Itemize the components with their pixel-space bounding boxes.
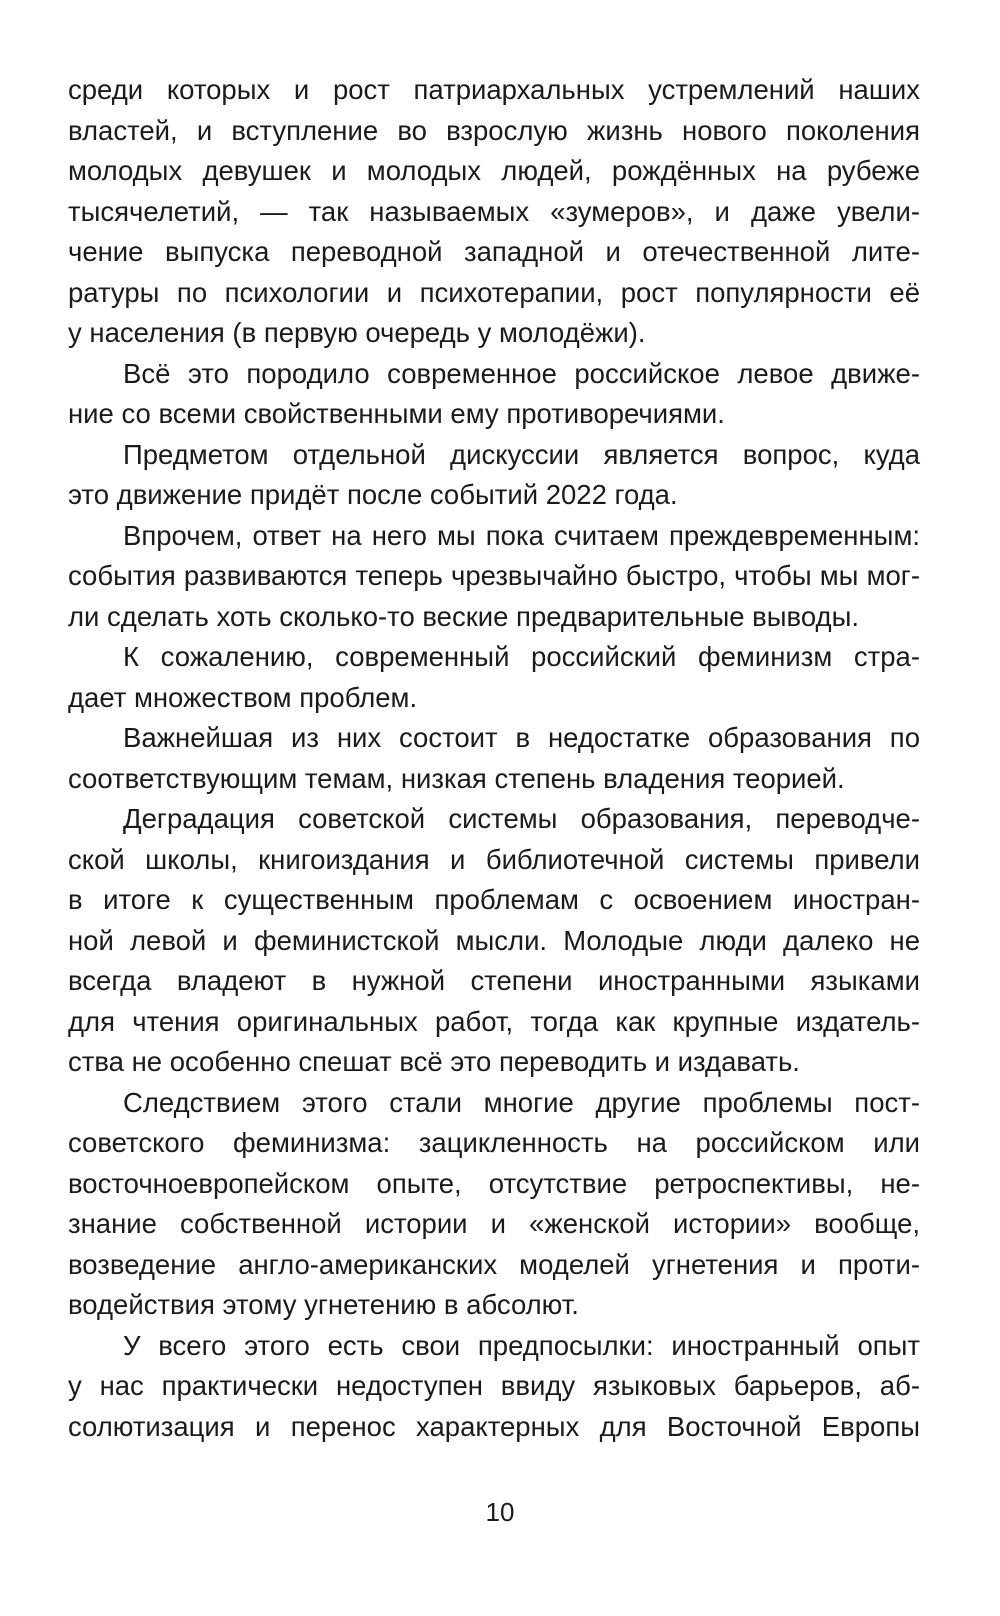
text-line: среди которых и рост патриархальных устремлений наших [68, 74, 920, 105]
text-line: чение выпуска переводной западной и отечественной лите- [68, 236, 920, 267]
text-line: К сожалению, современный российский феминизм стра- [123, 641, 920, 672]
text-line: У всего этого есть свои предпосылки: иностранный опыт [123, 1329, 920, 1361]
text-line: ли сделать хоть сколько-то веские предварительные выводы. [68, 600, 859, 632]
text-line: Предметом отдельной дискуссии является вопрос, куда [123, 438, 920, 470]
page-number: 10 [485, 1497, 515, 1527]
text-line: это движение придёт после событий 2022 года. [68, 479, 678, 510]
text-line: Важнейшая из них состоит в недостатке образования по [123, 722, 920, 753]
text-line: возведение англо-американских моделей угнетения и проти- [68, 1248, 920, 1280]
text-line: ной левой и феминистской мысли. Молодые люди далеко не [68, 924, 920, 956]
text-line: Впрочем, ответ на него мы пока считаем преждевременным: [123, 519, 920, 551]
text-line: для чтения оригинальных работ, тогда как крупные издатель- [68, 1005, 920, 1037]
text-line: события развиваются теперь чрезвычайно быстро, чтобы мы мог- [68, 560, 920, 591]
text-line: у нас практически недоступен ввиду языковых барьеров, аб- [68, 1370, 920, 1401]
text-line: восточноевропейском опыте, отсутствие ретроспективы, не- [68, 1167, 920, 1199]
text-line: знание собственной истории и «женской истории» вообще, [68, 1208, 920, 1239]
text-line: ской школы, книгоиздания и библиотечной системы привели [68, 843, 920, 875]
body-text [68, 70, 920, 1447]
text-line: ратуры по психологии и психотерапии, рост популярности её [68, 276, 920, 308]
text-line: тысячелетий, — так называемых «зумеров», и даже увели- [68, 195, 920, 227]
text-line: Всё это породило современное российское левое движе- [123, 357, 920, 389]
text-line: Следствием этого стали многие другие проблемы пост- [123, 1086, 920, 1118]
text-line: властей, и вступление во взрослую жизнь нового поколения [68, 114, 920, 146]
text-line: дает множеством проблем. [68, 681, 418, 713]
text-line: водействия этому угнетению в абсолют. [68, 1289, 579, 1320]
text-line: у населения (в первую очередь у молодёжи). [68, 317, 646, 348]
text-line: ства не особенно спешат всё это переводить и издавать. [68, 1046, 800, 1077]
text-line: советского феминизма: зацикленность на российском или [68, 1127, 920, 1158]
text-line: соответствующим темам, низкая степень владения теорией. [68, 762, 845, 794]
text-line: ние со всеми свойственными ему противоречиями. [68, 398, 725, 429]
text-line: молодых девушек и молодых людей, рождённых на рубеже [68, 155, 920, 186]
text-line: солютизация и перенос характерных для Восточной Европы [68, 1410, 920, 1442]
text-line: Деградация советской системы образования, переводче- [123, 803, 920, 834]
text-line: всегда владеют в нужной степени иностранными языками [68, 965, 920, 996]
text-line: в итоге к существенным проблемам с освоением иностран- [68, 884, 920, 915]
